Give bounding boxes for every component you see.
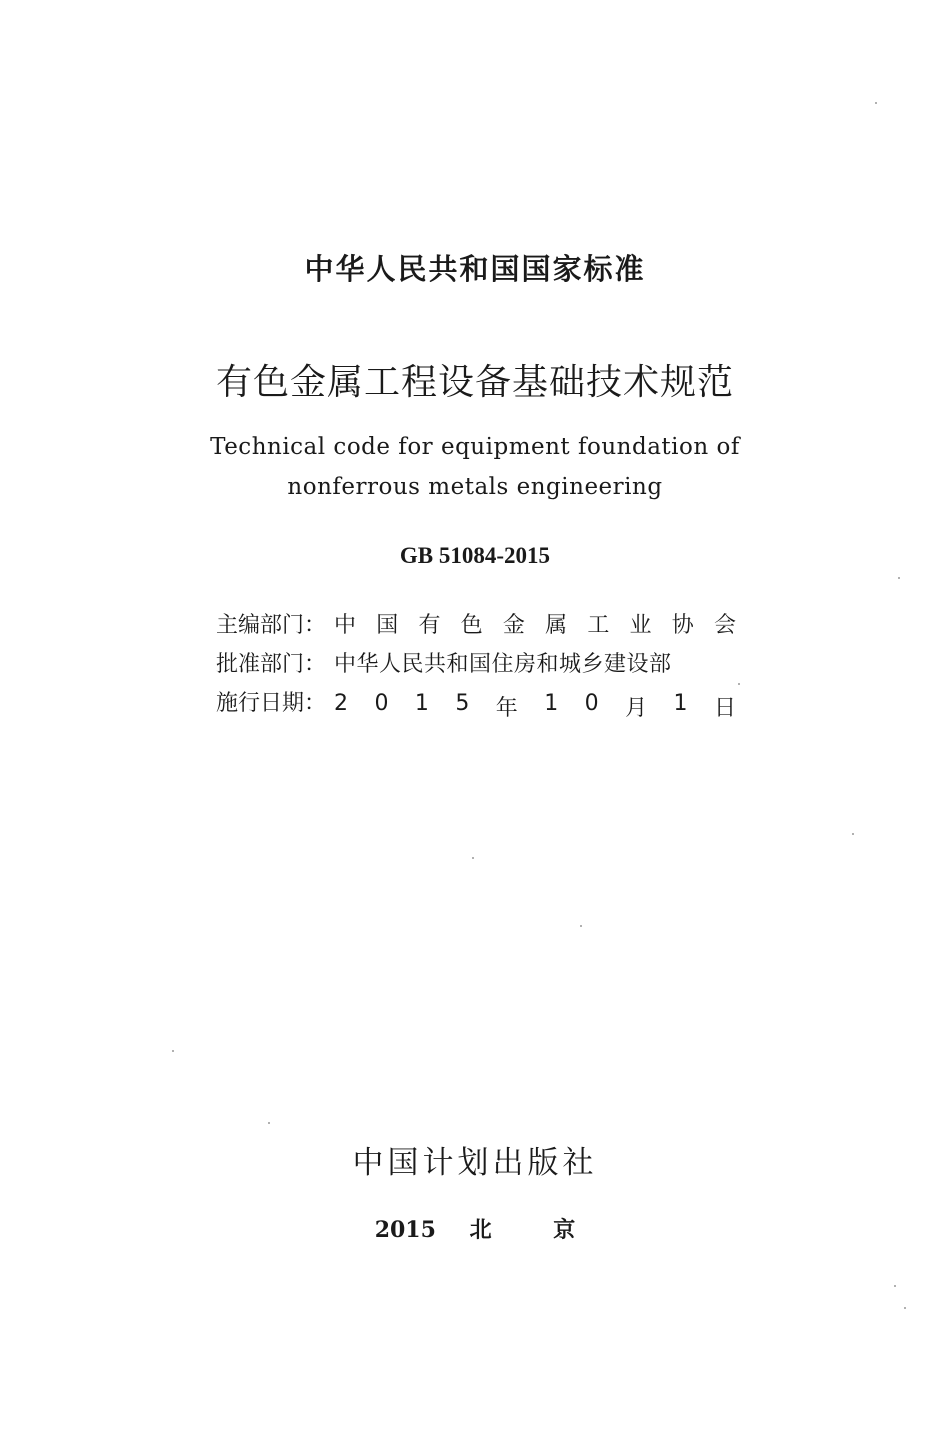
- scan-speck: [875, 102, 877, 104]
- effective-date-char: 2: [334, 691, 348, 716]
- imprint-city-char: 北: [469, 1217, 492, 1243]
- chief-editor-char: 业: [629, 613, 652, 638]
- publisher-name: 中国计划出版社: [352, 1145, 598, 1181]
- scan-speck: [852, 833, 854, 835]
- imprint-year: 2015: [374, 1217, 436, 1243]
- approval-label: 批准部门：: [216, 652, 327, 677]
- document-title-english-line1: Technical code for equipment foundation of: [210, 434, 740, 460]
- chief-editor-char: 色: [460, 613, 483, 638]
- imprint-city-char: 京: [553, 1217, 576, 1243]
- chief-editor-char: 属: [545, 613, 568, 638]
- effective-date-row: [216, 686, 736, 725]
- national-standard-heading: 中华人民共和国国家标准: [304, 252, 646, 286]
- approval-row: [216, 647, 736, 686]
- document-title-english-line2: nonferrous metals engineering: [287, 474, 663, 500]
- chief-editor-char: 工: [587, 613, 610, 638]
- effective-date-char: 1: [544, 691, 559, 716]
- scan-speck: [472, 857, 474, 859]
- effective-date-char: 年: [495, 696, 518, 721]
- imprint: [0, 1213, 950, 1244]
- document-title-chinese: 有色金属工程设备基础技术规范: [215, 362, 734, 403]
- chief-editor-char: 中: [334, 613, 357, 638]
- effective-date-label: 施行日期：: [216, 691, 327, 716]
- scan-speck: [172, 1050, 174, 1052]
- chief-editor-label: 主编部门：: [216, 613, 327, 638]
- chief-editor-char: 有: [418, 613, 441, 638]
- effective-date-char: 日: [713, 696, 736, 721]
- effective-date-char: 0: [374, 691, 389, 716]
- scan-speck: [904, 1307, 906, 1309]
- effective-date-char: 0: [584, 691, 599, 716]
- approval-value: 中华人民共和国住房和城乡建设部: [334, 652, 672, 677]
- effective-date-value: [334, 691, 736, 722]
- chief-editor-char: 协: [671, 613, 694, 638]
- scan-speck: [580, 925, 582, 927]
- chief-editor-char: 会: [713, 613, 736, 638]
- chief-editor-char: 国: [376, 613, 399, 638]
- scan-speck: [894, 1285, 896, 1287]
- chief-editor-value: [334, 608, 736, 639]
- info-block: [216, 608, 736, 725]
- scan-speck: [268, 1122, 270, 1124]
- standard-number: GB 51084-2015: [399, 543, 551, 568]
- chief-editor-char: 金: [502, 613, 525, 638]
- effective-date-char: 1: [414, 691, 429, 716]
- effective-date-char: 1: [673, 691, 688, 716]
- chief-editor-row: [216, 608, 736, 647]
- effective-date-char: 5: [455, 691, 470, 716]
- scan-speck: [738, 683, 740, 685]
- scan-speck: [898, 577, 900, 579]
- effective-date-char: 月: [625, 696, 648, 721]
